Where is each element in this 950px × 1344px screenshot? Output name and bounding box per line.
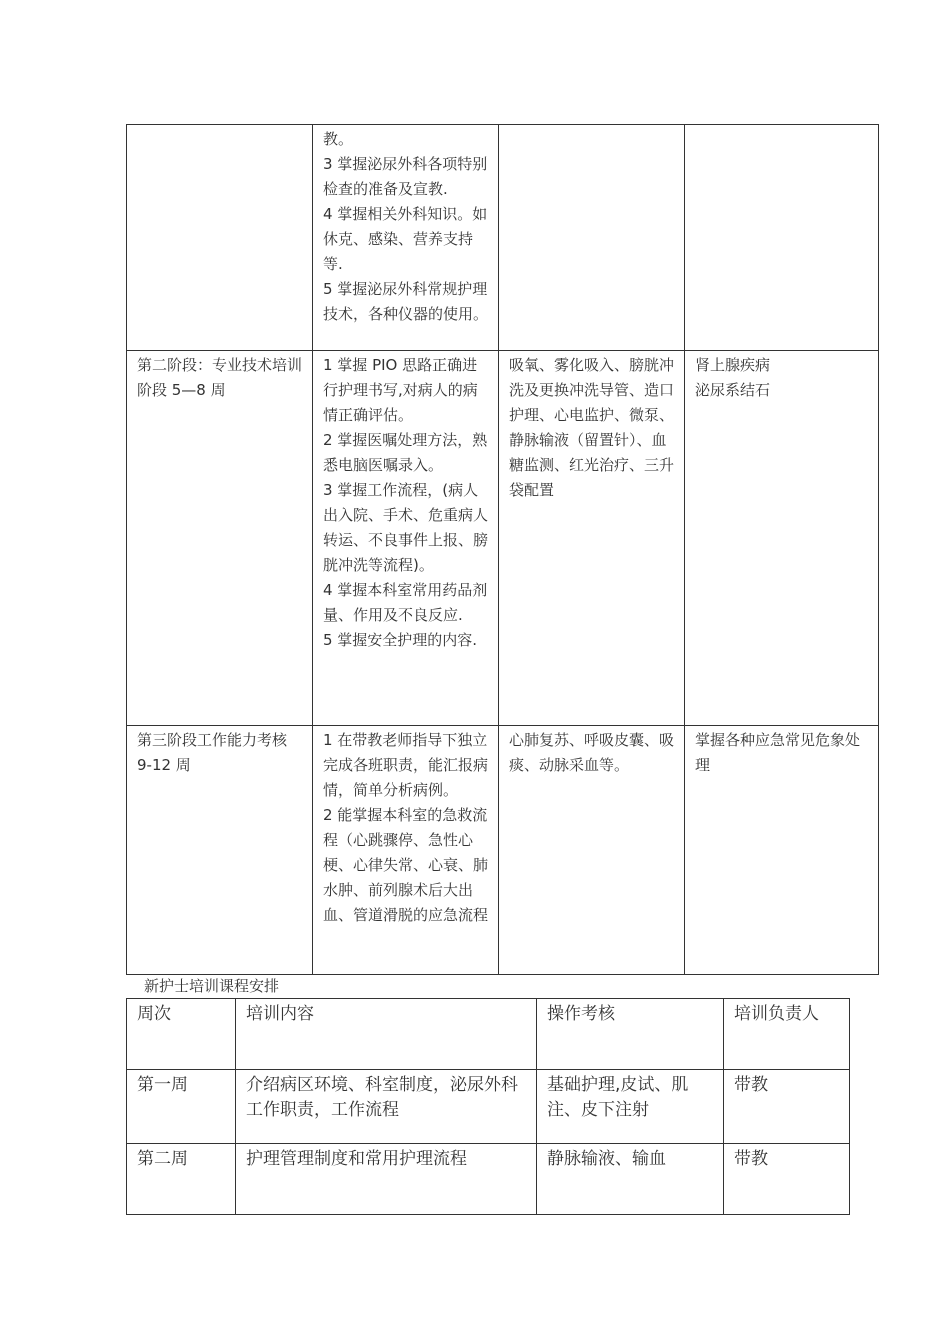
content-line: 教。 <box>323 130 354 148</box>
disease-cell <box>685 351 879 726</box>
week-cell: 第一周 <box>127 1070 236 1144</box>
course-schedule-title: 新护士培训课程安排 <box>144 977 280 995</box>
table-row <box>127 726 879 975</box>
content-line: 4 掌握相关外科知识。如休克、感染、营养支持等. <box>323 205 488 273</box>
header-content: 培训内容 <box>236 999 537 1070</box>
training-stage-table <box>126 124 879 975</box>
content-cell: 介绍病区环境、科室制度，泌尿外科工作职责，工作流程 <box>236 1070 537 1144</box>
content-line: 4 掌握本科室常用药品剂量、作用及不良反应. <box>323 581 488 624</box>
content-line: 1 在带教老师指导下独立完成各班职责，能汇报病情，简单分析病例。 <box>323 731 489 799</box>
content-line: 2 能掌握本科室的急救流程（心跳骤停、急性心梗、心律失常、心衰、肺水肿、前列腺术后大出血、管道滑脱的应急流程 <box>323 806 489 924</box>
skills-cell: 心肺复苏、呼吸皮囊、吸痰、动脉采血等。 <box>499 726 685 975</box>
week-cell: 第二周 <box>127 1144 236 1215</box>
operation-cell: 静脉输液、输血 <box>537 1144 724 1215</box>
responsible-cell: 带教 <box>724 1070 850 1144</box>
course-schedule-table <box>126 998 850 1215</box>
skills-cell: 吸氧、雾化吸入、膀胱冲洗及更换冲洗导管、造口护理、心电监护、微泵、静脉输液（留置针）、血糖监测、红光治疗、三升袋配置 <box>499 351 685 726</box>
table-row <box>127 125 879 351</box>
content-line: 3 掌握工作流程，(病人出入院、手术、危重病人转运、不良事件上报、膀胱冲洗等流程)。 <box>323 481 489 574</box>
header-operation: 操作考核 <box>537 999 724 1070</box>
table-row <box>127 1144 850 1215</box>
content-line: 2 掌握医嘱处理方法，熟悉电脑医嘱录入。 <box>323 431 488 474</box>
content-line: 5 掌握安全护理的内容. <box>323 631 478 649</box>
content-cell <box>313 125 499 351</box>
disease-cell <box>685 125 879 351</box>
table-header-row <box>127 999 850 1070</box>
operation-cell: 基础护理,皮试、肌注、皮下注射 <box>537 1070 724 1144</box>
stage-cell <box>127 125 313 351</box>
responsible-cell: 带教 <box>724 1144 850 1215</box>
stage-cell: 第三阶段工作能力考核 9-12 周 <box>127 726 313 975</box>
disease-line: 泌尿系结石 <box>695 381 771 399</box>
header-responsible: 培训负责人 <box>724 999 850 1070</box>
table-row <box>127 351 879 726</box>
content-line: 5 掌握泌尿外科常规护理技术，各种仪器的使用。 <box>323 280 489 323</box>
content-cell <box>313 726 499 975</box>
content-line: 1 掌握 PIO 思路正确进行护理书写,对病人的病情正确评估。 <box>323 356 478 424</box>
content-line: 3 掌握泌尿外科各项特别检查的准备及宣教. <box>323 155 488 198</box>
content-cell: 护理管理制度和常用护理流程 <box>236 1144 537 1215</box>
table-row <box>127 1070 850 1144</box>
disease-cell <box>685 726 879 975</box>
disease-line: 肾上腺疾病 <box>695 356 771 374</box>
disease-line: 掌握各种应急常见危象处理 <box>695 731 861 774</box>
header-week: 周次 <box>127 999 236 1070</box>
content-cell <box>313 351 499 726</box>
stage-cell: 第二阶段：专业技术培训阶段 5—8 周 <box>127 351 313 726</box>
skills-cell <box>499 125 685 351</box>
